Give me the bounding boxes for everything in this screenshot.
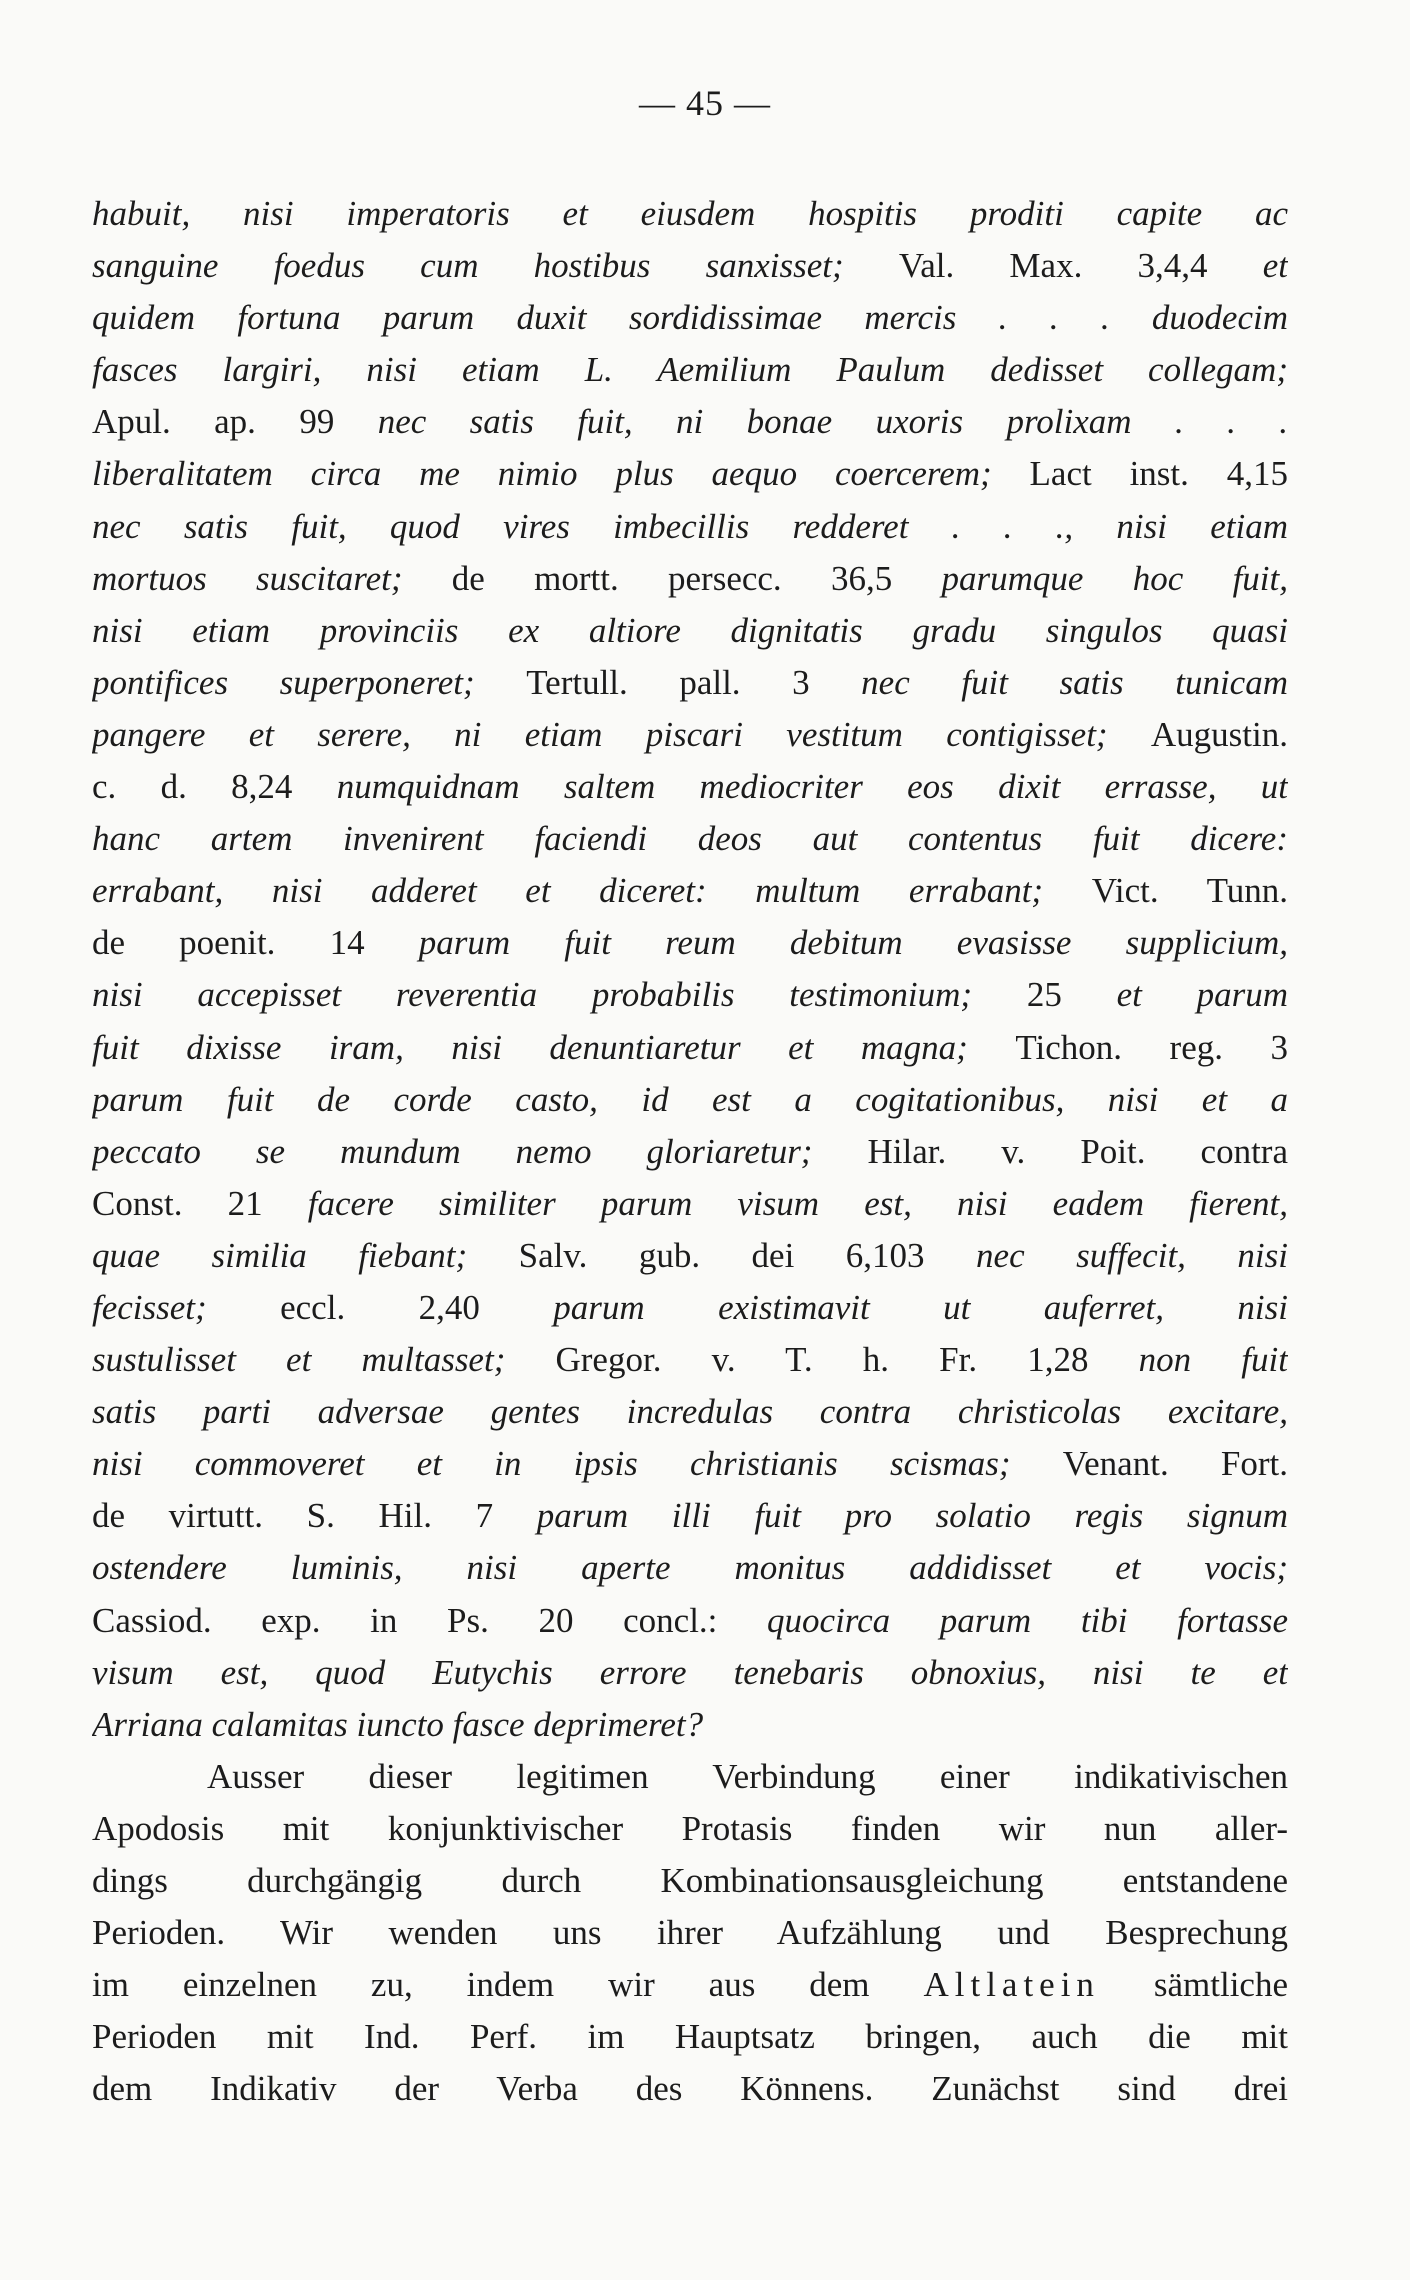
text-line: [92, 1178, 1288, 1230]
latin-quote: pontifices superponeret;: [92, 662, 527, 702]
text-line: [92, 1647, 1288, 1699]
latin-quote: et parum: [1116, 975, 1288, 1015]
text-line: [92, 2011, 1288, 2063]
emphasized-term: Altlatein: [923, 1965, 1100, 2005]
text-run: Perioden mit Ind. Perf. im Hauptsatz bringen, auch die mit: [92, 2017, 1288, 2057]
latin-quote: sustulisset et multasset;: [92, 1340, 556, 1380]
text-line: [92, 1855, 1288, 1907]
text-line: [92, 553, 1288, 605]
latin-quote: nisi accepisset reverentia probabilis testimonium;: [92, 975, 1027, 1015]
page-number: — 45 —: [639, 83, 771, 123]
latin-quote: nisi commoveret et in ipsis christianis scismas;: [92, 1444, 1063, 1484]
text-run: 25: [1026, 975, 1117, 1015]
latin-quote: nec suffecit, nisi: [976, 1235, 1288, 1275]
latin-quote: liberalitatem circa me nimio plus aequo coercerem;: [92, 454, 1030, 494]
text-line: [92, 1074, 1288, 1126]
text-run: dings durchgängig durch Kombinationsausgleichung entstandene: [92, 1861, 1288, 1900]
text-run: c. d. 8,24: [92, 767, 337, 807]
latin-quote: quae similia fiebant;: [92, 1235, 519, 1275]
latin-quote: sanguine foedus cum hostibus sanxisset;: [92, 246, 899, 286]
text-line: [92, 1022, 1288, 1074]
latin-quote: quidem fortuna parum duxit sordidissimae mercis . . . duodecim: [92, 298, 1288, 338]
latin-quote: fecisset;: [92, 1287, 281, 1327]
text-run: Val. Max. 3,4,4: [898, 246, 1263, 286]
text-line: [92, 1438, 1288, 1490]
body-text: [92, 188, 1288, 2115]
text-line: [92, 1907, 1288, 1959]
text-line: [92, 1542, 1288, 1594]
text-run: dem Indikativ der Verba des Könnens. Zunächst sind drei: [92, 2069, 1288, 2109]
text-line: [92, 1959, 1288, 2011]
text-run: Salv. gub. dei 6,103: [518, 1235, 977, 1275]
latin-quote: et: [1262, 246, 1288, 286]
text-line: [92, 344, 1288, 396]
latin-quote: pangere et serere, ni etiam piscari vestitum contigisset;: [92, 714, 1151, 754]
latin-quote: parum illi fuit pro solatio regis signum: [536, 1496, 1288, 1536]
latin-quote: habuit, nisi imperatoris et eiusdem hospitis proditi capite ac: [92, 194, 1288, 233]
latin-quote: hanc artem invenirent faciendi deos aut contentus fuit dicere:: [92, 819, 1288, 859]
latin-quote: satis parti adversae gentes incredulas contra christicolas excitare,: [92, 1392, 1288, 1432]
text-run: Gregor. v. T. h. Fr. 1,28: [555, 1340, 1139, 1380]
text-line: [92, 448, 1288, 500]
latin-quote: parum fuit reum debitum evasisse supplicium,: [418, 923, 1288, 963]
text-line: [92, 1386, 1288, 1438]
latin-quote: nec satis fuit, ni bonae uxoris prolixam . . .: [377, 402, 1288, 442]
text-line: [92, 865, 1288, 917]
text-run: im einzelnen zu, indem wir aus dem: [92, 1965, 924, 2005]
latin-quote: fasces largiri, nisi etiam L. Aemilium Paulum dedisset collegam;: [92, 350, 1288, 390]
latin-quote: peccato se mundum nemo gloriaretur;: [92, 1131, 868, 1171]
text-line: [92, 709, 1288, 761]
latin-quote: facere similiter parum visum est, nisi eadem fierent,: [307, 1183, 1288, 1223]
latin-quote: visum est, quod Eutychis errore tenebaris obnoxius, nisi te et: [92, 1652, 1288, 1692]
text-run: de virtutt. S. Hil. 7: [92, 1496, 537, 1536]
text-line: [92, 1490, 1288, 1542]
latin-quote: parum existimavit ut auferret, nisi: [553, 1287, 1288, 1327]
latin-quote: nisi etiam provinciis ex altiore dignitatis gradu singulos quasi: [92, 610, 1288, 650]
text-run: Perioden. Wir wenden uns ihrer Aufzählung und Besprechung: [92, 1913, 1288, 1953]
text-line: [92, 501, 1288, 553]
text-line: [92, 1803, 1288, 1855]
latin-quote: nec satis fuit, quod vires imbecillis redderet . . ., nisi etiam: [92, 506, 1288, 546]
latin-quote: errabant, nisi adderet et diceret: multum errabant;: [92, 871, 1092, 911]
text-line: [92, 188, 1288, 240]
latin-quote: mortuos suscitaret;: [92, 558, 452, 598]
text-run: Tichon. reg. 3: [1015, 1027, 1288, 1067]
text-line: [92, 1699, 1288, 1751]
text-run: Venant. Fort.: [1062, 1444, 1288, 1484]
text-line: [92, 761, 1288, 813]
text-line: [92, 240, 1288, 292]
text-run: eccl. 2,40: [280, 1287, 554, 1327]
text-line: [92, 605, 1288, 657]
text-line: [92, 292, 1288, 344]
latin-quote: fuit dixisse iram, nisi denuntiaretur et magna;: [92, 1027, 1016, 1067]
latin-quote: non fuit: [1138, 1340, 1288, 1380]
text-run: Cassiod. exp. in Ps. 20 concl.:: [92, 1600, 768, 1640]
latin-quote: numquidnam saltem mediocriter eos dixit errasse, ut: [336, 767, 1288, 807]
latin-quote: Arriana calamitas iuncto fasce deprimeret?: [92, 1704, 704, 1744]
text-run: de mortt. persecc. 36,5: [451, 558, 942, 598]
text-run: Apodosis mit konjunktivischer Protasis finden wir nun aller-: [92, 1808, 1288, 1848]
text-line: [92, 1230, 1288, 1282]
text-line: [92, 1595, 1288, 1647]
text-run: Const. 21: [92, 1183, 308, 1223]
text-line: [92, 657, 1288, 709]
text-line: [92, 813, 1288, 865]
latin-quote: parumque hoc fuit,: [941, 558, 1288, 598]
text-line: [92, 1282, 1288, 1334]
latin-quote: nec fuit satis tunicam: [861, 662, 1288, 702]
text-line: [92, 1126, 1288, 1178]
text-line: [92, 1334, 1288, 1386]
text-line: [92, 917, 1288, 969]
text-run: Augustin.: [1150, 714, 1288, 754]
text-run: sämtliche: [1099, 1965, 1288, 2005]
text-run: de poenit. 14: [92, 923, 419, 963]
latin-quote: ostendere luminis, nisi aperte monitus addidisset et vocis;: [92, 1548, 1288, 1588]
text-run: Vict. Tunn.: [1091, 871, 1288, 911]
text-run: Hilar. v. Poit. contra: [867, 1131, 1288, 1171]
text-line: [92, 1751, 1288, 1803]
latin-quote: parum fuit de corde casto, id est a cogitationibus, nisi et a: [92, 1079, 1288, 1119]
latin-quote: quocirca parum tibi fortasse: [767, 1600, 1288, 1640]
text-line: [92, 2063, 1288, 2115]
text-run: Ausser dieser legitimen Verbindung einer indikativischen: [207, 1756, 1288, 1796]
text-run: Lact inst. 4,15: [1029, 454, 1288, 494]
text-line: [92, 396, 1288, 448]
text-line: [92, 969, 1288, 1021]
text-run: Tertull. pall. 3: [526, 662, 862, 702]
text-run: Apul. ap. 99: [92, 402, 378, 442]
